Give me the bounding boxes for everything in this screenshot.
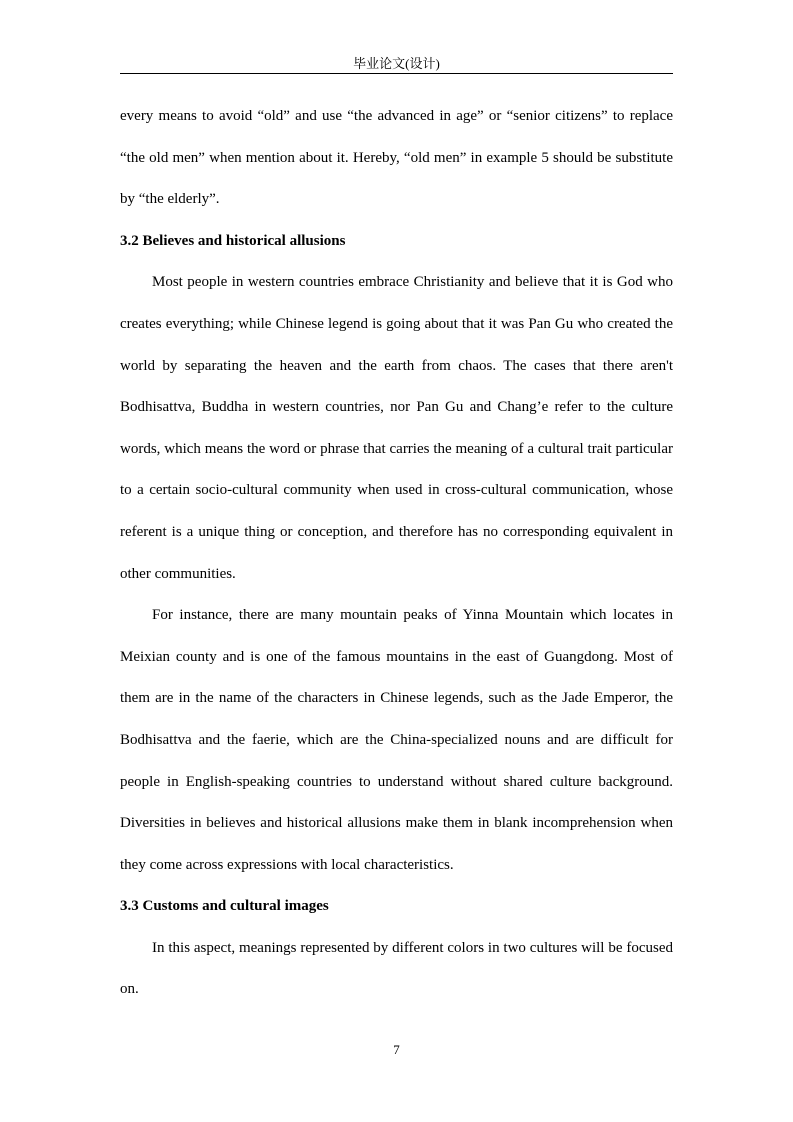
section-heading-3-2: 3.2 Believes and historical allusions xyxy=(120,232,346,249)
section-heading-3-3: 3.3 Customs and cultural images xyxy=(120,898,329,915)
page-body xyxy=(120,96,673,1011)
paragraph-colors: In this aspect, meanings represented by different colors in two cultures will be focused on. xyxy=(120,939,673,998)
paragraph-believes: Most people in western countries embrace Christianity and believe that it is God who creates everything; while Chinese legend is going about that it was Pan Gu who created the world by separating the heaven and the earth from chaos. The cases that there aren't Bodhisattva, Buddha in western countries, nor Pan Gu and Chang’e refer to the culture words, which means the word or phrase that carries the meaning of a cultural trait particular to a certain socio-cultural community when used in cross-cultural communication, whose referent is a unique thing or conception, and therefore has no corresponding equivalent in other communities. xyxy=(120,274,673,582)
paragraph-continued: every means to avoid “old” and use “the advanced in age” or “senior citizens” to replace “the old men” when mention about it. Hereby, “old men” in example 5 should be substitute by “the elderly”. xyxy=(120,108,673,208)
header-rule xyxy=(120,73,673,74)
page-number: 7 xyxy=(393,1042,400,1057)
page-header: 毕业论文(设计) xyxy=(353,56,440,71)
paragraph-yinna-mountain: For instance, there are many mountain peaks of Yinna Mountain which locates in Meixian county and is one of the famous mountains in the east of Guangdong. Most of them are in the name of the characters in Chinese legends, such as the Jade Emperor, the Bodhisattva and the faerie, which are the China-specialized nouns and are difficult for people in English-speaking countries to understand without shared culture background. Diversities in believes and historical allusions make them in blank incomprehension when they come across expressions with local characteristics. xyxy=(120,607,673,873)
